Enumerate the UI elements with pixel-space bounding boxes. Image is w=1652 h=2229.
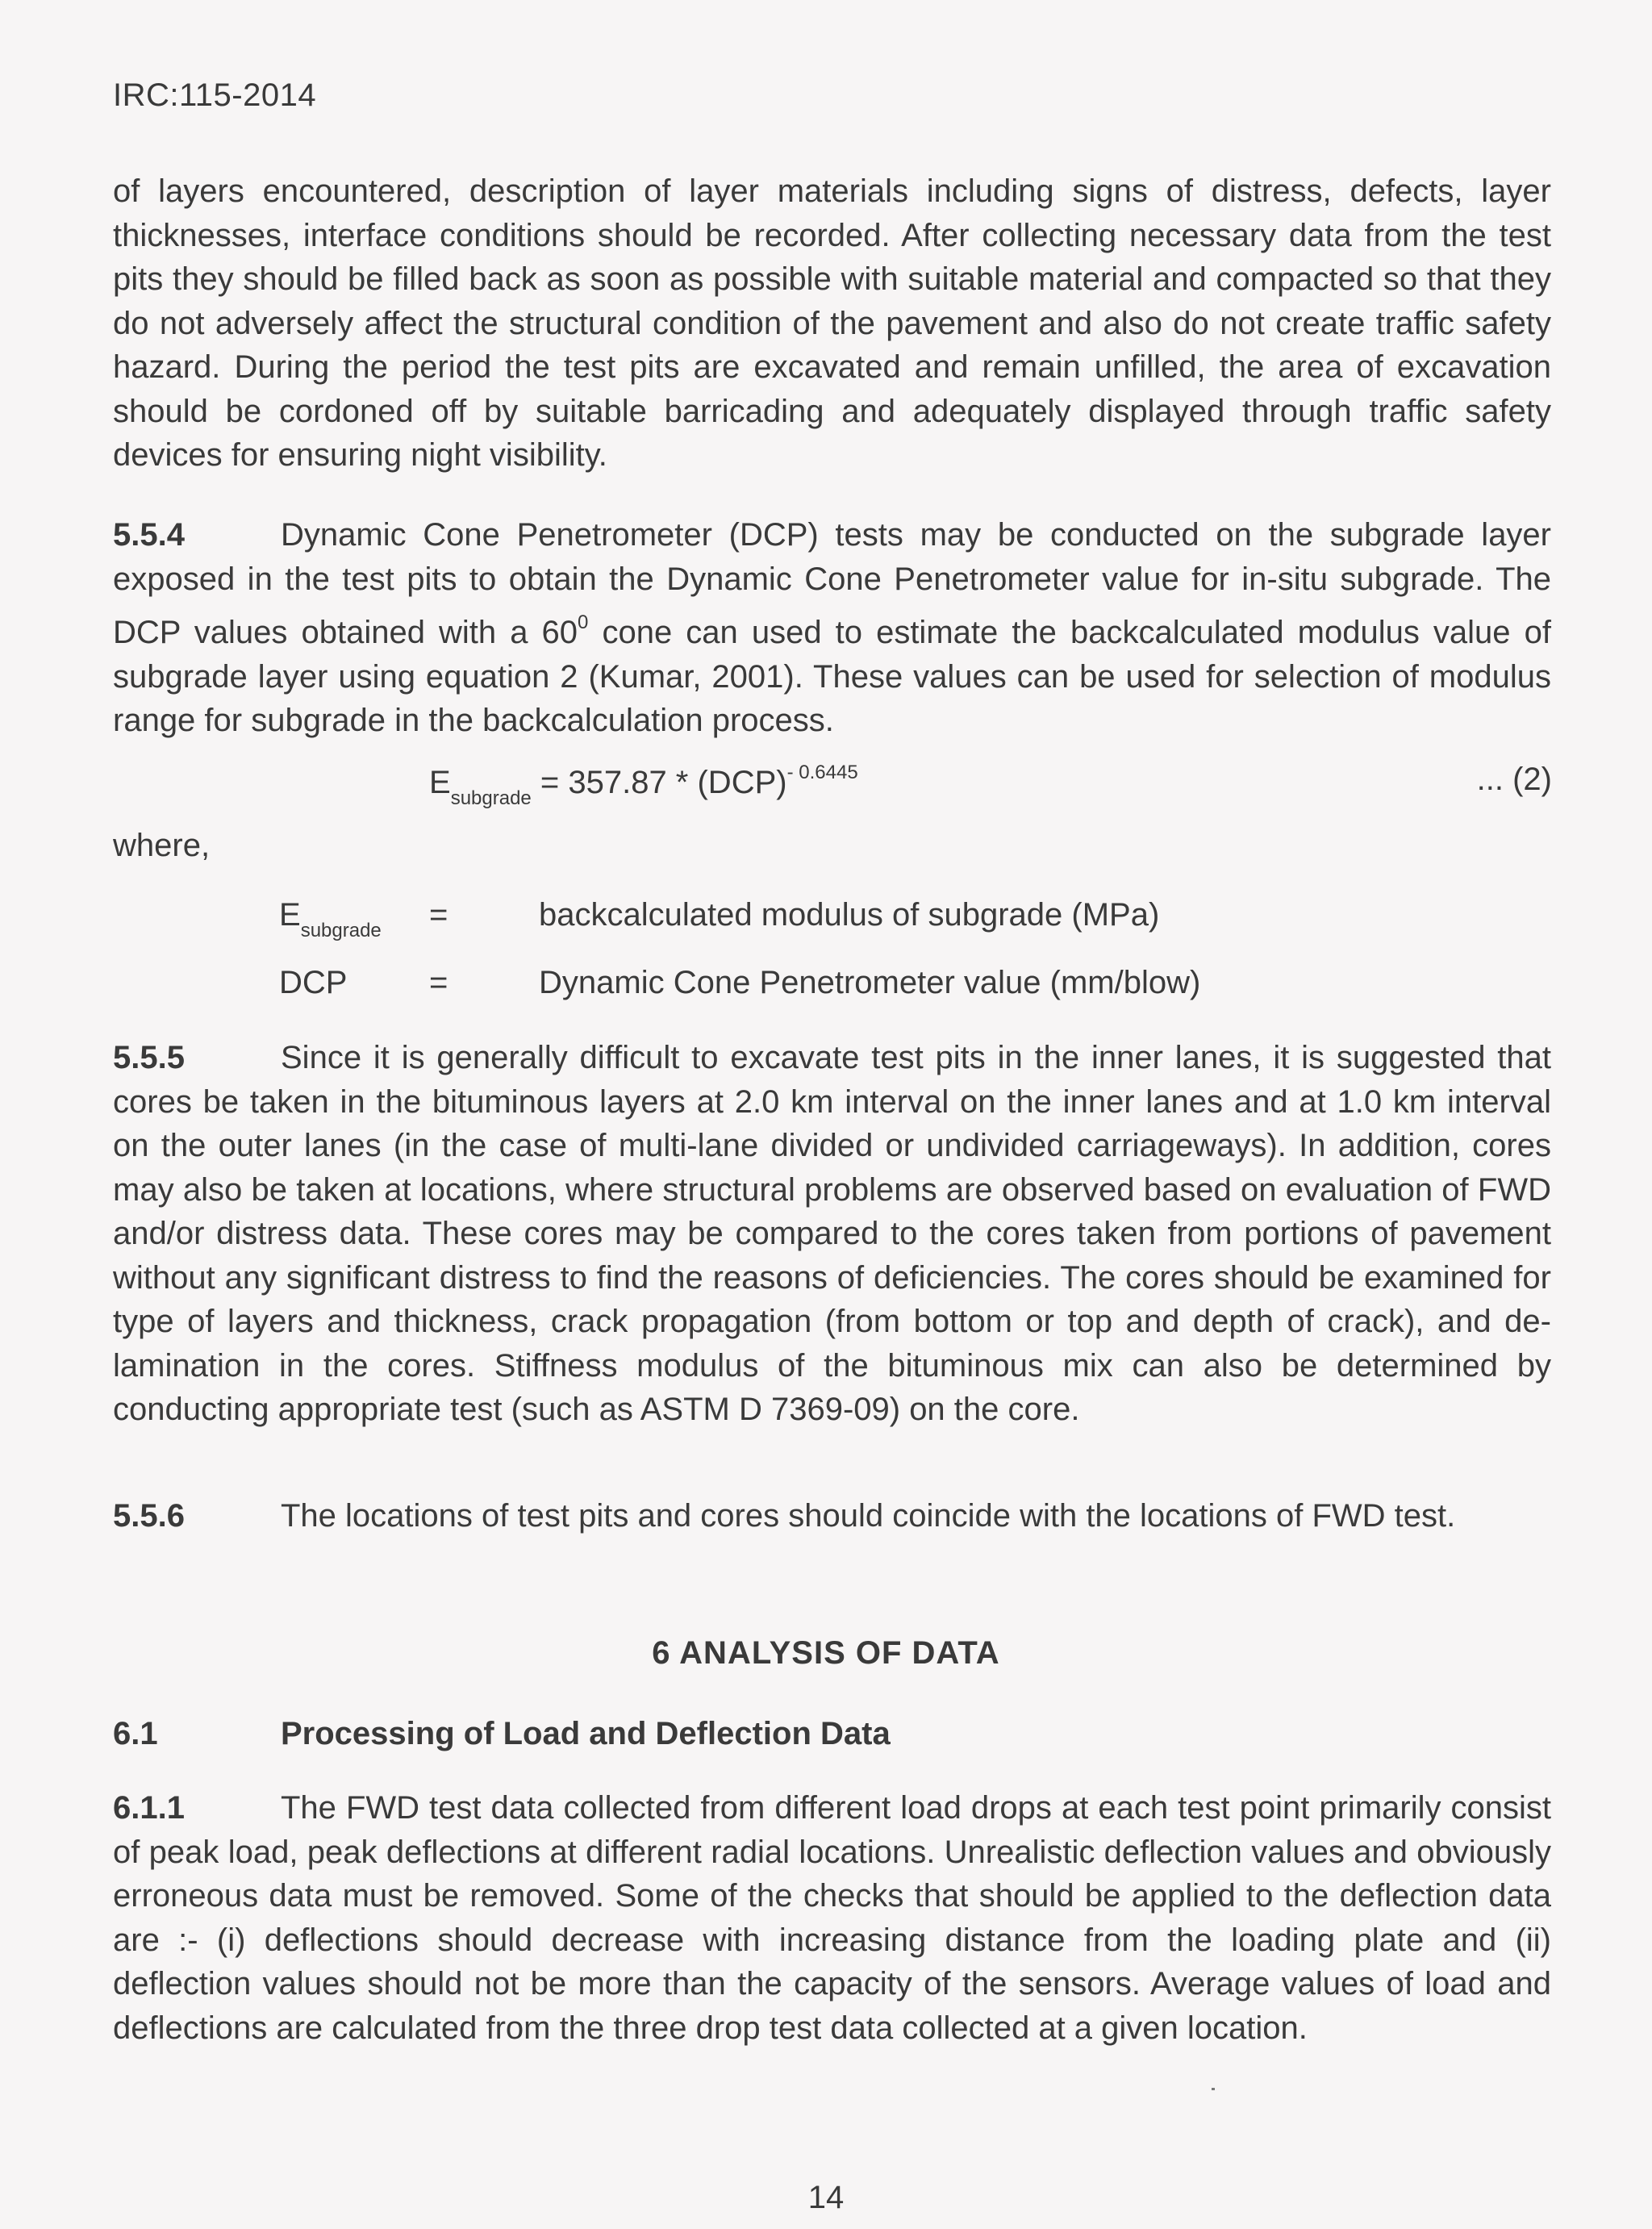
paragraph-text: The FWD test data collected from different load drops at each test point primarily consist of peak load, peak deflections at different radial locations. Unrealistic deflection values and obviously erroneous data must be removed. Some of the checks that should be applied to the deflection data are :- (i) deflections should decrease with increasing distance from the loading plate and (ii) deflection values should not be more than the capacity of the sensors. Average values of load and deflections are calculated from the three drop test data collected at a given location. [113,1790,1551,2046]
subsection-number: 6.1 [113,1716,158,1751]
paragraph-text: The locations of test pits and cores should coincide with the locations of FWD test. [281,1498,1456,1534]
paragraph-continuation [113,169,1551,478]
paragraph-text: Since it is generally difficult to excavate test pits in the inner lanes, it is suggested that cores be taken in the bituminous layers at 2.0 km interval on the inner lanes and at 1.0 km interval on the outer lanes (in the case of multi-lane divided or undivided carriageways). In addition, cores may also be taken at locations, where structural problems are observed based on evaluation of FWD and/or distress data. These cores may be compared to the cores taken from portions of pavement without any significant distress to find the reasons of deficiencies. The cores should be examined for type of layers and thickness, crack propagation (from bottom or top and depth of crack), and de-lamination in the cores. Stiffness modulus of the bituminous mix can also be determined by conducting appropriate test (such as ASTM D 7369-09) on the core. [113,1040,1551,1427]
stray-mark [1212,2088,1215,2090]
definition-symbol: DCP [279,965,348,1000]
clause-number: 6.1.1 [113,1790,185,1826]
paragraph-5-5-4 [113,513,1551,743]
paragraph-text: of layers encountered, description of layer materials including signs of distress, defects, layer thicknesses, interface conditions should be recorded. After collecting necessary data from the test pits they should be filled back as soon as possible with suitable material and compacted so that they do not adversely affect the structural condition of the pavement and also do not create traffic safety hazard. During the period the test pits are excavated and remain unfilled, the area of excavation should be cordoned off by suitable barricading and adequately displayed through traffic safety devices for ensuring night visibility. [113,173,1551,473]
paragraph-text-a: Dynamic Cone Penetrometer (DCP) tests may be conducted on the subgrade layer exposed in the test pits to obtain the Dynamic Cone Penetrometer value for in-situ subgrade. The DCP values obtained with a 60 [113,517,1551,650]
where-label: where, [113,828,211,863]
equation-rhs: = 357.87 * (DCP) [531,765,787,800]
equation-exponent: - 0.6445 [786,762,858,783]
paragraph-text-b: cone can used to estimate the backcalculated modulus value of subgrade layer using equation 2 (Kumar, 2001). These values can be used for selection of modulus range for subgrade in the backcalculation process. [113,615,1551,738]
clause-number: 5.5.4 [113,517,185,553]
definition-description: Dynamic Cone Penetrometer value (mm/blow) [539,965,1201,1000]
degree-superscript: 0 [578,612,589,633]
paragraph-5-5-5 [113,1036,1551,1432]
equation-number: ... (2) [1476,762,1552,797]
definition-description: backcalculated modulus of subgrade (MPa) [539,897,1160,933]
definition-symbol: $E_{subgrade}$ [279,897,382,941]
equation [429,762,858,810]
paragraph-5-5-6 [113,1494,1551,1538]
document-code-header: IRC:115-2014 [113,77,317,113]
definition-equals: = [429,965,448,1000]
paragraph-6-1-1 [113,1786,1551,2050]
definition-equals: = [429,897,448,933]
subsection-title: Processing of Load and Deflection Data [281,1716,891,1751]
equation-lhs-subscript: subgrade [450,787,532,809]
page-number: 14 [807,2180,845,2215]
clause-number: 5.5.6 [113,1498,185,1534]
section-title: 6 ANALYSIS OF DATA [652,1635,1000,1671]
clause-number: 5.5.5 [113,1040,185,1075]
equation-lhs: E [429,765,451,800]
definition-symbol-subscript: subgrade [300,920,382,941]
